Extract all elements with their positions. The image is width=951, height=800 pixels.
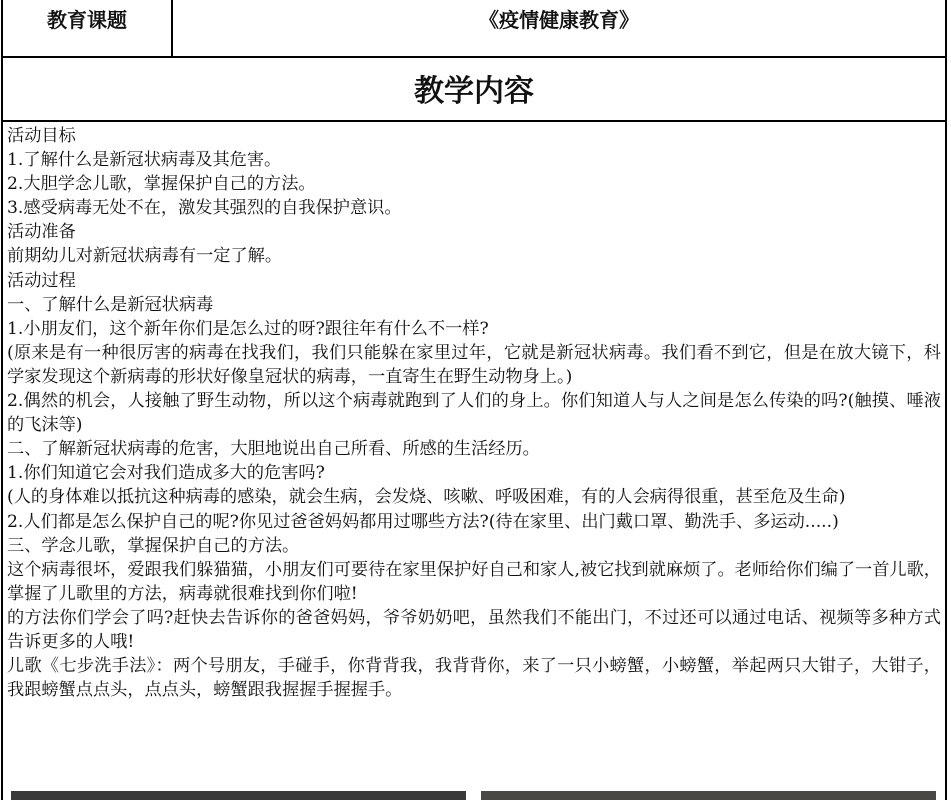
- paragraph: 活动准备: [7, 222, 76, 243]
- lesson-content: [7, 124, 941, 702]
- photo-right: [481, 791, 936, 800]
- paragraph: 这个病毒很坏，爱跟我们躲猫猫，小朋友们可要待在家里保护好自己和家人,被它找到就麻烦了。老师给你们编了一首儿歌，掌握了儿歌里的方法，病毒就很难找到你们啦!: [7, 559, 941, 604]
- paragraph: 2.人们都是怎么保护自己的呢?你见过爸爸妈妈都用过哪些方法?(待在家里、出门戴口罩、勤洗手、多运动.....): [7, 511, 839, 532]
- paragraph: 3.感受病毒无处不在，激发其强烈的自我保护意识。: [7, 198, 402, 219]
- topic-value: 《疫情健康教育》: [479, 7, 639, 32]
- paragraph: 一、了解什么是新冠状病毒: [7, 294, 214, 315]
- section-title: 教学内容: [3, 58, 945, 122]
- paragraph: 三、学念儿歌，掌握保护自己的方法。: [7, 535, 300, 556]
- paragraph: 2.大胆学念儿歌，掌握保护自己的方法。: [7, 174, 316, 195]
- paragraph: 活动目标: [7, 126, 76, 146]
- topic-row: [3, 0, 945, 58]
- paragraph: (人的身体难以抵抗这种病毒的感染，就会生病，会发烧、咳嗽、呼吸困难，有的人会病得很重，甚至危及生命): [7, 487, 846, 508]
- lesson-plan-sheet: [1, 0, 947, 800]
- paragraph: 1.你们知道它会对我们造成多大的危害吗?: [7, 463, 325, 484]
- paragraph: 二、了解新冠状病毒的危害，大胆地说出自己所看、所感的生活经历。: [7, 439, 540, 460]
- paragraph: 1.了解什么是新冠状病毒及其危害。: [7, 150, 282, 171]
- paragraph: 儿歌《七步洗手法》：两个号朋友，手碰手，你背背我，我背背你，来了一只小螃蟹，小螃蟹，举起两只大钳子，大钳子，我跟螃蟹点点头，点点头，螃蟹跟我握握手握握手。: [7, 656, 941, 701]
- paragraph: 活动过程: [7, 270, 76, 291]
- photo-left: [11, 791, 466, 800]
- paragraph: 1.小朋友们，这个新年你们是怎么过的呀?跟往年有什么不一样?: [7, 318, 489, 339]
- paragraph: 的方法你们学会了吗?赶快去告诉你的爸爸妈妈，爷爷奶奶吧，虽然我们不能出门，不过还可以通过电话、视频等多种方式告诉更多的人哦!: [7, 607, 941, 652]
- paragraph: 2.偶然的机会，人接触了野生动物，所以这个病毒就跑到了人们的身上。你们知道人与人之间是怎么传染的吗?(触摸、唾液的飞沫等): [7, 391, 941, 436]
- paragraph: (原来是有一种很厉害的病毒在找我们，我们只能躲在家里过年，它就是新冠状病毒。我们看不到它，但是在放大镜下，科学家发现这个新病毒的形状好像皇冠状的病毒，一直寄生在野生动物身上。): [7, 342, 941, 387]
- paragraph: 前期幼儿对新冠状病毒有一定了解。: [7, 246, 283, 267]
- topic-label: 教育课题: [3, 0, 173, 56]
- photo-strip: [3, 791, 945, 800]
